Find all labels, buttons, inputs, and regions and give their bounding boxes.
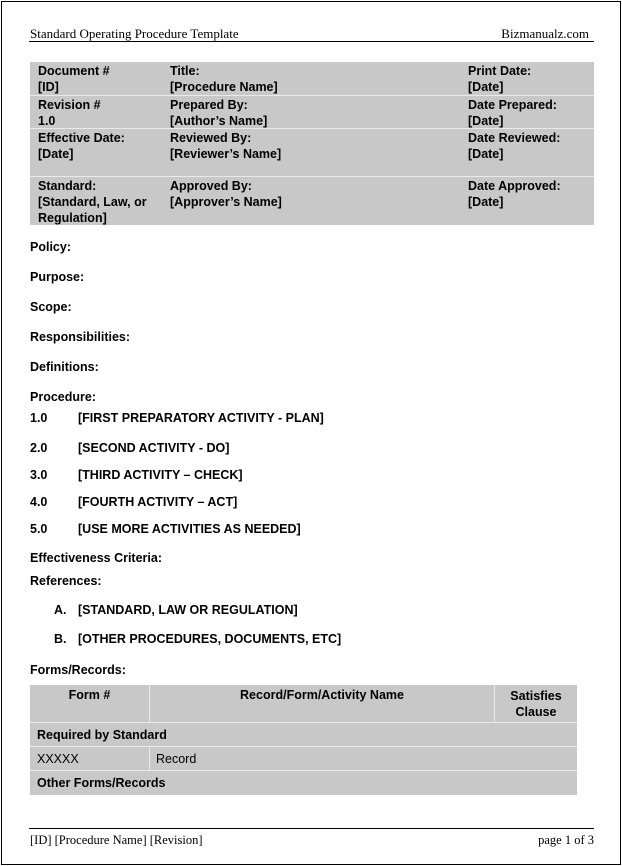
- forms-table-header: [30, 685, 577, 723]
- effective-date-label: Effective Date:: [38, 131, 125, 145]
- record-name-header: Record/Form/Activity Name: [150, 685, 495, 722]
- header-brand: Bizmanualz.com: [501, 26, 589, 41]
- reference-item-text: [OTHER PROCEDURES, DOCUMENTS, ETC]: [78, 632, 342, 646]
- references-heading: References:: [30, 574, 102, 588]
- approved-by-value: [Approver’s Name]: [170, 195, 282, 209]
- form-number-cell: XXXXX: [30, 747, 150, 770]
- date-approved-value: [Date]: [468, 195, 504, 209]
- standard-value-cont: Regulation]: [38, 211, 107, 225]
- info-row: [30, 177, 594, 225]
- procedure-item-number: 4.0: [30, 495, 48, 509]
- date-approved-label: Date Approved:: [468, 179, 561, 193]
- procedure-item-number: 2.0: [30, 441, 48, 455]
- document-number-label: Document #: [38, 64, 110, 78]
- info-cell: [30, 96, 162, 128]
- info-row: [30, 62, 594, 96]
- date-prepared-value: [Date]: [468, 114, 504, 128]
- responsibilities-heading: Responsibilities:: [30, 330, 131, 344]
- other-forms-row: Other Forms/Records: [37, 776, 166, 790]
- document-info-table: [30, 62, 594, 225]
- prepared-by-label: Prepared By:: [170, 98, 248, 112]
- required-by-standard-row: Required by Standard: [30, 723, 577, 747]
- clause-text: Clause: [515, 705, 557, 719]
- prepared-by-value: [Author’s Name]: [170, 114, 268, 128]
- procedure-item-text: [FOURTH ACTIVITY – ACT]: [78, 495, 238, 509]
- standard-label: Standard:: [38, 179, 97, 193]
- header-rule: [29, 41, 594, 42]
- revision-value: 1.0: [38, 114, 56, 128]
- info-row: [30, 129, 594, 177]
- effectiveness-heading: Effectiveness Criteria:: [30, 551, 163, 565]
- procedure-item-text: [THIRD ACTIVITY – CHECK]: [78, 468, 243, 482]
- info-cell: [30, 177, 162, 225]
- footer-rule: [29, 828, 594, 829]
- date-prepared-label: Date Prepared:: [468, 98, 557, 112]
- header-title: Standard Operating Procedure Template: [30, 26, 239, 41]
- reference-item-letter: A.: [54, 603, 67, 617]
- approved-by-label: Approved By:: [170, 179, 252, 193]
- reference-item-text: [STANDARD, LAW OR REGULATION]: [78, 603, 298, 617]
- title-value: [Procedure Name]: [170, 80, 278, 94]
- page-number: page 1 of 3: [538, 833, 594, 847]
- record-name-cell: Record: [156, 751, 197, 766]
- satisfies-text: Satisfies: [510, 689, 562, 703]
- forms-heading: Forms/Records:: [30, 663, 126, 677]
- table-row: [30, 747, 577, 771]
- procedure-item-number: 1.0: [30, 411, 48, 425]
- info-cell: [460, 177, 594, 225]
- info-cell: [162, 177, 460, 225]
- revision-label: Revision #: [38, 98, 101, 112]
- procedure-item-number: 5.0: [30, 522, 48, 536]
- info-cell: [162, 62, 460, 95]
- effective-date-value: [Date]: [38, 147, 74, 161]
- reviewed-by-label: Reviewed By:: [170, 131, 252, 145]
- info-cell: [30, 62, 162, 95]
- purpose-heading: Purpose:: [30, 270, 85, 284]
- scope-heading: Scope:: [30, 300, 72, 314]
- procedure-item-text: [USE MORE ACTIVITIES AS NEEDED]: [78, 522, 301, 536]
- reviewed-by-value: [Reviewer’s Name]: [170, 147, 282, 161]
- date-reviewed-label: Date Reviewed:: [468, 131, 561, 145]
- footer-doc-info: [ID] [Procedure Name] [Revision]: [30, 833, 203, 847]
- procedure-item-text: [FIRST PREPARATORY ACTIVITY - PLAN]: [78, 411, 324, 425]
- info-cell: [162, 96, 460, 128]
- info-cell: [460, 96, 594, 128]
- info-row: [30, 96, 594, 129]
- print-date-value: [Date]: [468, 80, 504, 94]
- procedure-heading: Procedure:: [30, 390, 96, 404]
- reference-item-letter: B.: [54, 632, 67, 646]
- document-number-value: [ID]: [38, 80, 59, 94]
- forms-table: [30, 685, 577, 795]
- standard-value: [Standard, Law, or: [38, 195, 147, 209]
- satisfies-clause-header: [495, 685, 577, 722]
- policy-heading: Policy:: [30, 240, 71, 254]
- title-label: Title:: [170, 64, 200, 78]
- info-cell: [162, 129, 460, 176]
- print-date-label: Print Date:: [468, 64, 532, 78]
- info-cell: [460, 62, 594, 95]
- procedure-item-number: 3.0: [30, 468, 48, 482]
- procedure-item-text: [SECOND ACTIVITY - DO]: [78, 441, 230, 455]
- date-reviewed-value: [Date]: [468, 147, 504, 161]
- info-cell: [460, 129, 594, 176]
- definitions-heading: Definitions:: [30, 360, 99, 374]
- form-number-header: Form #: [30, 685, 150, 722]
- info-cell: [30, 129, 162, 176]
